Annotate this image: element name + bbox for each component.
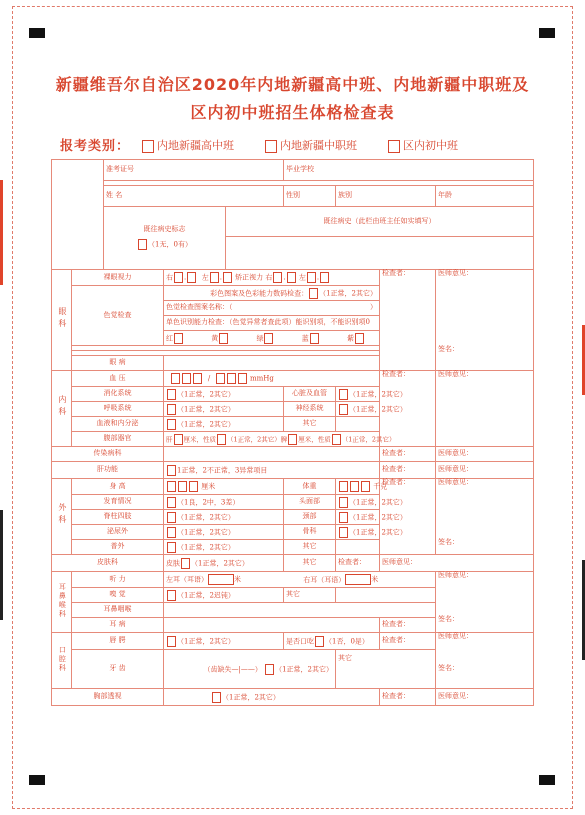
checker-label: 检查者：: [382, 692, 410, 701]
height-label: 身 高: [72, 479, 164, 495]
weight-box[interactable]: [339, 481, 348, 492]
oral-section-label: [52, 633, 72, 689]
history-flag-label: 既往病史标志: [143, 224, 186, 233]
age-label: 年龄: [438, 191, 452, 200]
teeth-missing-label: （齿缺失—|——）: [203, 665, 262, 673]
spine-label: 脊柱四肢: [72, 510, 164, 525]
bone-label: 骨科: [284, 525, 336, 540]
liver-func-label: 肝功能: [52, 462, 164, 479]
bp-box[interactable]: [238, 373, 247, 384]
stutter-input[interactable]: [284, 633, 380, 650]
doctor-label: 医师意见：: [438, 269, 473, 277]
color-box[interactable]: [174, 333, 183, 344]
neck-label: 颈部: [284, 510, 336, 525]
eye-section-text: 眼科: [57, 306, 67, 331]
ear-disease-input[interactable]: [164, 618, 380, 633]
internal-other-input[interactable]: [336, 417, 380, 432]
exam-form-table: [51, 159, 534, 706]
smell-label: 嗅 觉: [72, 588, 164, 603]
respiratory-box[interactable]: [167, 404, 176, 415]
color-box[interactable]: [310, 333, 319, 344]
internal-section-text: 内科: [57, 395, 67, 420]
doctor-label: 医师意见：: [438, 571, 473, 579]
normal-hint: （1正常，2其它）: [341, 435, 396, 443]
surgery-other-label: 其它: [284, 540, 336, 555]
chest-box[interactable]: [212, 692, 221, 703]
ent-checker[interactable]: [380, 618, 436, 633]
color-name-label: 色觉检查图案名称：（: [166, 303, 233, 312]
development-input[interactable]: [164, 495, 284, 510]
color-boxes-row[interactable]: [164, 331, 380, 346]
normal-hint: （1正常，2其它）: [349, 405, 407, 413]
surgery-doctor-cell[interactable]: [436, 479, 534, 555]
age-cell[interactable]: [436, 186, 534, 207]
liver-func-checker[interactable]: [380, 462, 436, 479]
height-box[interactable]: [167, 481, 176, 492]
vision-box[interactable]: [210, 272, 219, 283]
neck-input[interactable]: [336, 510, 407, 525]
spine-input[interactable]: [164, 510, 284, 525]
lips-input[interactable]: [164, 633, 284, 650]
doctor-label: 医师意见：: [438, 632, 473, 640]
development-box[interactable]: [167, 497, 176, 508]
weight-unit: 千克: [373, 482, 388, 491]
normal-hint: （1正常，2其它）: [349, 498, 407, 506]
blood-label: 血液和内分泌: [72, 417, 164, 432]
category-option-high-school[interactable]: [142, 137, 234, 153]
spleen-label: 脾: [280, 435, 288, 443]
abdomen-label: 腹部器官: [72, 432, 164, 447]
abdomen-input[interactable]: [164, 432, 396, 447]
skin-item-label: 皮肤: [166, 559, 180, 567]
page-title-line1: 新疆维吾尔自治区2020年内地新疆高中班、内地新疆中职班及: [55, 75, 530, 94]
height-box[interactable]: [189, 481, 198, 492]
eye-section-label: [52, 270, 72, 371]
blood-box[interactable]: [167, 419, 176, 430]
checker-label: 检查者：: [382, 269, 410, 277]
checker-label: 检查者：: [382, 465, 410, 474]
chest-input[interactable]: [164, 689, 380, 706]
liver-nature-box[interactable]: [217, 434, 226, 445]
infectious-doctor[interactable]: [436, 447, 534, 462]
skin-box[interactable]: [181, 558, 190, 569]
infectious-input[interactable]: [164, 447, 380, 462]
exam-no-cell[interactable]: [104, 160, 284, 181]
left-label: 左: [298, 273, 306, 282]
crop-line-right: [572, 6, 573, 809]
oral-doctor-cell[interactable]: [436, 633, 534, 689]
checker-label: 检查者：: [382, 636, 410, 645]
side-bar-left-red: [0, 180, 3, 285]
weight-label: 体重: [284, 479, 336, 495]
digestive-input[interactable]: [164, 387, 284, 402]
urogenital-input[interactable]: [164, 525, 284, 540]
ent-doctor-cell[interactable]: [436, 572, 534, 633]
normal-hint: （1正常，2其它）: [349, 513, 407, 521]
normal-hint: （1正常，2其它）: [177, 420, 235, 428]
color-box[interactable]: [219, 333, 228, 344]
spleen-unit: 厘米，性质: [298, 435, 331, 443]
skin-input[interactable]: [164, 555, 284, 572]
eye-disease-input[interactable]: [164, 356, 380, 371]
checker-label: 检查者：: [382, 620, 410, 629]
neuro-box[interactable]: [339, 404, 348, 415]
doctor-label: 医师意见：: [438, 370, 473, 378]
category-label: 报考类别：: [60, 139, 131, 154]
doctor-label: 医师意见：: [438, 692, 473, 701]
stutter-hint: （1否，0是）: [325, 637, 369, 645]
history-flag-cell[interactable]: [104, 207, 226, 270]
normal-hint: （1正常，2其它）: [177, 637, 235, 645]
unit-label: 米: [234, 575, 241, 584]
color-green-label: 绿: [256, 334, 264, 342]
internal-doctor-cell[interactable]: [436, 371, 534, 447]
liver-func-input[interactable]: [164, 462, 380, 479]
teeth-other[interactable]: [336, 650, 436, 689]
history-input[interactable]: [226, 237, 534, 270]
history-flag-hint: （1无，0有）: [148, 240, 192, 249]
crop-line-bottom: [12, 808, 573, 809]
vision-box[interactable]: [273, 272, 282, 283]
mono-row: [164, 316, 380, 331]
color-box[interactable]: [264, 333, 273, 344]
respiratory-label: 呼吸系统: [72, 402, 164, 417]
color-check-label: 色觉检查: [72, 286, 164, 346]
normal-hint: （1正常，2其它）: [222, 693, 280, 701]
throat-label: 耳鼻咽喉: [72, 603, 164, 618]
liver-func-box[interactable]: [167, 465, 176, 476]
vision-box[interactable]: [307, 272, 316, 283]
digestive-label: 消化系统: [72, 387, 164, 402]
chest-label: 胸部透视: [52, 689, 164, 706]
ent-other-label: [284, 588, 336, 603]
gender-cell[interactable]: [284, 186, 336, 207]
exam-no-label: 准考证号: [106, 165, 134, 174]
blood-input[interactable]: [164, 417, 284, 432]
teeth-label: 牙 齿: [72, 650, 164, 689]
crop-line-top: [12, 6, 573, 7]
surgery-section-text: 外科: [57, 503, 67, 528]
lips-box[interactable]: [167, 636, 176, 647]
bp-box[interactable]: [171, 373, 180, 384]
vision-inputs[interactable]: 右 . 左 . 矫正视力 右 . 左 .: [164, 270, 380, 286]
registration-mark-tr: [539, 28, 555, 38]
surgery-section-label: [52, 479, 72, 555]
checker-label: 检查者：: [338, 558, 366, 567]
registration-mark-bl: [29, 775, 45, 785]
normal-hint: （1正常，2其它）: [177, 513, 235, 521]
sign-label: 签名：: [438, 344, 459, 353]
ethnic-label: 族别: [338, 191, 352, 200]
vision-box[interactable]: [320, 272, 329, 283]
urogenital-box[interactable]: [167, 527, 176, 538]
right-ear-label: 右耳（耳语）: [303, 575, 346, 584]
liver-unit: 厘米，性质: [183, 435, 216, 443]
bone-box[interactable]: [339, 527, 348, 538]
crop-line-left: [12, 6, 13, 809]
liver-func-hint: 1正常，2不正常，3异常项目: [177, 466, 268, 474]
checker-label: 检查者：: [382, 449, 410, 458]
heart-input[interactable]: [336, 387, 407, 402]
weight-box[interactable]: [350, 481, 359, 492]
ent-section-text: 耳鼻喉科: [58, 582, 67, 619]
general-surgery-box[interactable]: [167, 542, 176, 553]
normal-hint: （1正常，2其它）: [275, 665, 333, 673]
lips-label: 唇 腭: [72, 633, 164, 650]
weight-box[interactable]: [361, 481, 370, 492]
liver-label: 肝: [166, 435, 173, 443]
bp-label: 血 压: [72, 371, 164, 387]
bp-box[interactable]: [227, 373, 236, 384]
side-bar-left-dark: [0, 510, 3, 620]
category-option-vocational[interactable]: [265, 137, 357, 153]
history-label: 既往病史（此栏由班主任如实填写）: [323, 216, 436, 225]
normal-hint: （1正常，2其它）: [177, 390, 235, 398]
stutter-label: 是否口吃: [286, 637, 314, 645]
color-name-end: ）: [370, 303, 377, 312]
registration-mark-br: [539, 775, 555, 785]
liver-func-doctor[interactable]: [436, 462, 534, 479]
heart-label: 心脏及血管: [284, 387, 336, 402]
eye-doctor-cell[interactable]: [436, 270, 534, 371]
urogenital-label: 泌尿外: [72, 525, 164, 540]
doctor-label: 医师意见：: [438, 465, 473, 474]
teeth-box[interactable]: [265, 664, 274, 675]
normal-hint: （1正常，2其它）: [177, 405, 235, 413]
bp-box[interactable]: [193, 373, 202, 384]
other-label: 其它: [338, 654, 352, 662]
oral-checker[interactable]: [380, 633, 436, 650]
smell-box[interactable]: [167, 590, 176, 601]
smell-hint: （1正常，2迟钝）: [177, 591, 235, 599]
ear-disease-label: 耳 病: [72, 618, 164, 633]
bp-inputs[interactable]: [164, 371, 380, 387]
bone-input[interactable]: [336, 525, 407, 540]
internal-section-label: [52, 371, 72, 447]
head-label: 头面部: [284, 495, 336, 510]
category-option-junior[interactable]: [388, 137, 458, 153]
normal-hint: （1正常，2其它）: [227, 435, 281, 443]
vision-box[interactable]: [187, 272, 196, 283]
mono-label: 单色识别能力检查：（色觉异常者查此项）能识别项，不能识别项0: [166, 318, 370, 327]
color-red-label: 红: [166, 334, 173, 342]
history-cell[interactable]: [226, 207, 534, 237]
vision-box[interactable]: [223, 272, 232, 283]
photo-area[interactable]: [52, 160, 104, 270]
normal-hint: （1正常，2其它）: [349, 390, 407, 398]
eye-disease-label: 眼 病: [72, 356, 164, 371]
eye-checker-cell[interactable]: [380, 270, 436, 371]
category-option-label: 区内初中班: [403, 139, 458, 152]
right-label: 右: [265, 273, 273, 282]
page-title-line2: 区内初中班招生体格检查表: [190, 103, 395, 122]
infectious-checker[interactable]: [380, 447, 436, 462]
checkbox[interactable]: [388, 140, 400, 153]
bp-unit: mmHg: [249, 374, 274, 383]
bp-box[interactable]: [216, 373, 225, 384]
right-ear-box[interactable]: [345, 574, 371, 585]
hearing-label: 听 力: [72, 572, 164, 588]
spine-box[interactable]: [167, 512, 176, 523]
infectious-label: 传染病科: [52, 447, 164, 462]
school-label: 毕业学校: [286, 165, 314, 174]
left-ear-box[interactable]: [208, 574, 234, 585]
normal-hint: （1正常，2其它）: [191, 559, 249, 567]
normal-hint: （1正常，2其它）: [177, 543, 235, 551]
gender-label: 性别: [286, 191, 300, 200]
weight-input[interactable]: [336, 479, 388, 495]
checkbox[interactable]: [142, 140, 154, 153]
oral-section-text: 口腔科: [58, 645, 67, 673]
sign-label: 签名：: [438, 614, 459, 623]
internal-other-label: 其它: [284, 417, 336, 432]
checker-label: 检查者：: [382, 478, 410, 486]
general-surgery-input[interactable]: [164, 540, 284, 555]
registration-mark-tl: [29, 28, 45, 38]
neuro-input[interactable]: [336, 402, 407, 417]
sign-label: 签名：: [438, 663, 459, 672]
other-label: 其它: [286, 590, 300, 599]
color-img-label: 彩色图案及色彩能力数码检查：: [210, 289, 309, 297]
color-purple-label: 紫: [346, 334, 354, 342]
respiratory-input[interactable]: [164, 402, 284, 417]
doctor-label: 医师意见：: [438, 449, 473, 458]
heart-box[interactable]: [339, 389, 348, 400]
sign-label: 签名：: [438, 537, 459, 546]
bp-box[interactable]: [182, 373, 191, 384]
vision-box[interactable]: [287, 272, 296, 283]
skin-doctor[interactable]: [380, 555, 534, 572]
checkbox[interactable]: [265, 140, 277, 153]
skin-other-label: 其它: [284, 555, 336, 572]
left-ear-label: 左耳（耳语）: [166, 575, 208, 584]
naked-vision-label: 裸眼视力: [72, 270, 164, 286]
vision-box[interactable]: [174, 272, 183, 283]
name-cell[interactable]: [104, 186, 284, 207]
category-option-label: 内地新疆中职班: [280, 139, 357, 152]
stutter-box[interactable]: [315, 636, 324, 647]
normal-hint: （1正常，2其它）: [319, 289, 377, 297]
corrected-vision-label: 矫正视力: [235, 273, 264, 282]
surgery-other-input[interactable]: [336, 540, 380, 555]
checker-label: 检查者：: [382, 370, 410, 378]
head-input[interactable]: [336, 495, 407, 510]
school-cell[interactable]: [284, 160, 534, 181]
color-img-box[interactable]: [309, 288, 318, 299]
history-flag-box[interactable]: [138, 239, 147, 250]
left-label: 左: [201, 273, 209, 282]
development-hint: （1良，2中，3差）: [177, 498, 240, 506]
unit-label: 米: [371, 575, 379, 584]
color-box[interactable]: [355, 333, 364, 344]
normal-hint: （1正常，2其它）: [349, 528, 407, 536]
normal-hint: （1正常，2其它）: [177, 528, 235, 536]
head-box[interactable]: [339, 497, 348, 508]
skin-section-label: 皮肤科: [52, 555, 164, 572]
neck-box[interactable]: [339, 512, 348, 523]
ent-section-label: [52, 572, 72, 633]
doctor-label: 医师意见：: [382, 558, 417, 567]
liver-box[interactable]: [174, 434, 183, 445]
digestive-box[interactable]: [167, 389, 176, 400]
category-option-label: 内地新疆高中班: [157, 139, 234, 152]
hearing-input[interactable]: [164, 572, 436, 588]
color-yellow-label: 黄: [211, 334, 219, 342]
color-blue-label: 蓝: [301, 334, 309, 342]
ethnic-cell[interactable]: [336, 186, 436, 207]
spleen-nature-box[interactable]: [332, 434, 341, 445]
height-unit: 厘米: [201, 482, 216, 491]
color-img-row[interactable]: [164, 286, 380, 301]
chest-checker[interactable]: [380, 689, 436, 706]
color-name-row[interactable]: [164, 301, 380, 316]
doctor-label: 医师意见：: [438, 478, 473, 486]
height-input[interactable]: [164, 479, 284, 495]
spleen-box[interactable]: [288, 434, 297, 445]
chest-doctor[interactable]: [436, 689, 534, 706]
ent-other-input[interactable]: [336, 588, 436, 603]
neuro-label: 神经系统: [284, 402, 336, 417]
name-label: 姓 名: [106, 191, 123, 200]
height-box[interactable]: [178, 481, 187, 492]
bp-slash: /: [207, 374, 211, 383]
skin-checker[interactable]: [336, 555, 380, 572]
teeth-input[interactable]: [164, 650, 336, 689]
throat-input[interactable]: [164, 603, 436, 618]
right-label: 右: [166, 273, 173, 282]
development-label: 发育情况: [72, 495, 164, 510]
smell-input[interactable]: [164, 588, 284, 603]
general-surgery-label: 普外: [72, 540, 164, 555]
